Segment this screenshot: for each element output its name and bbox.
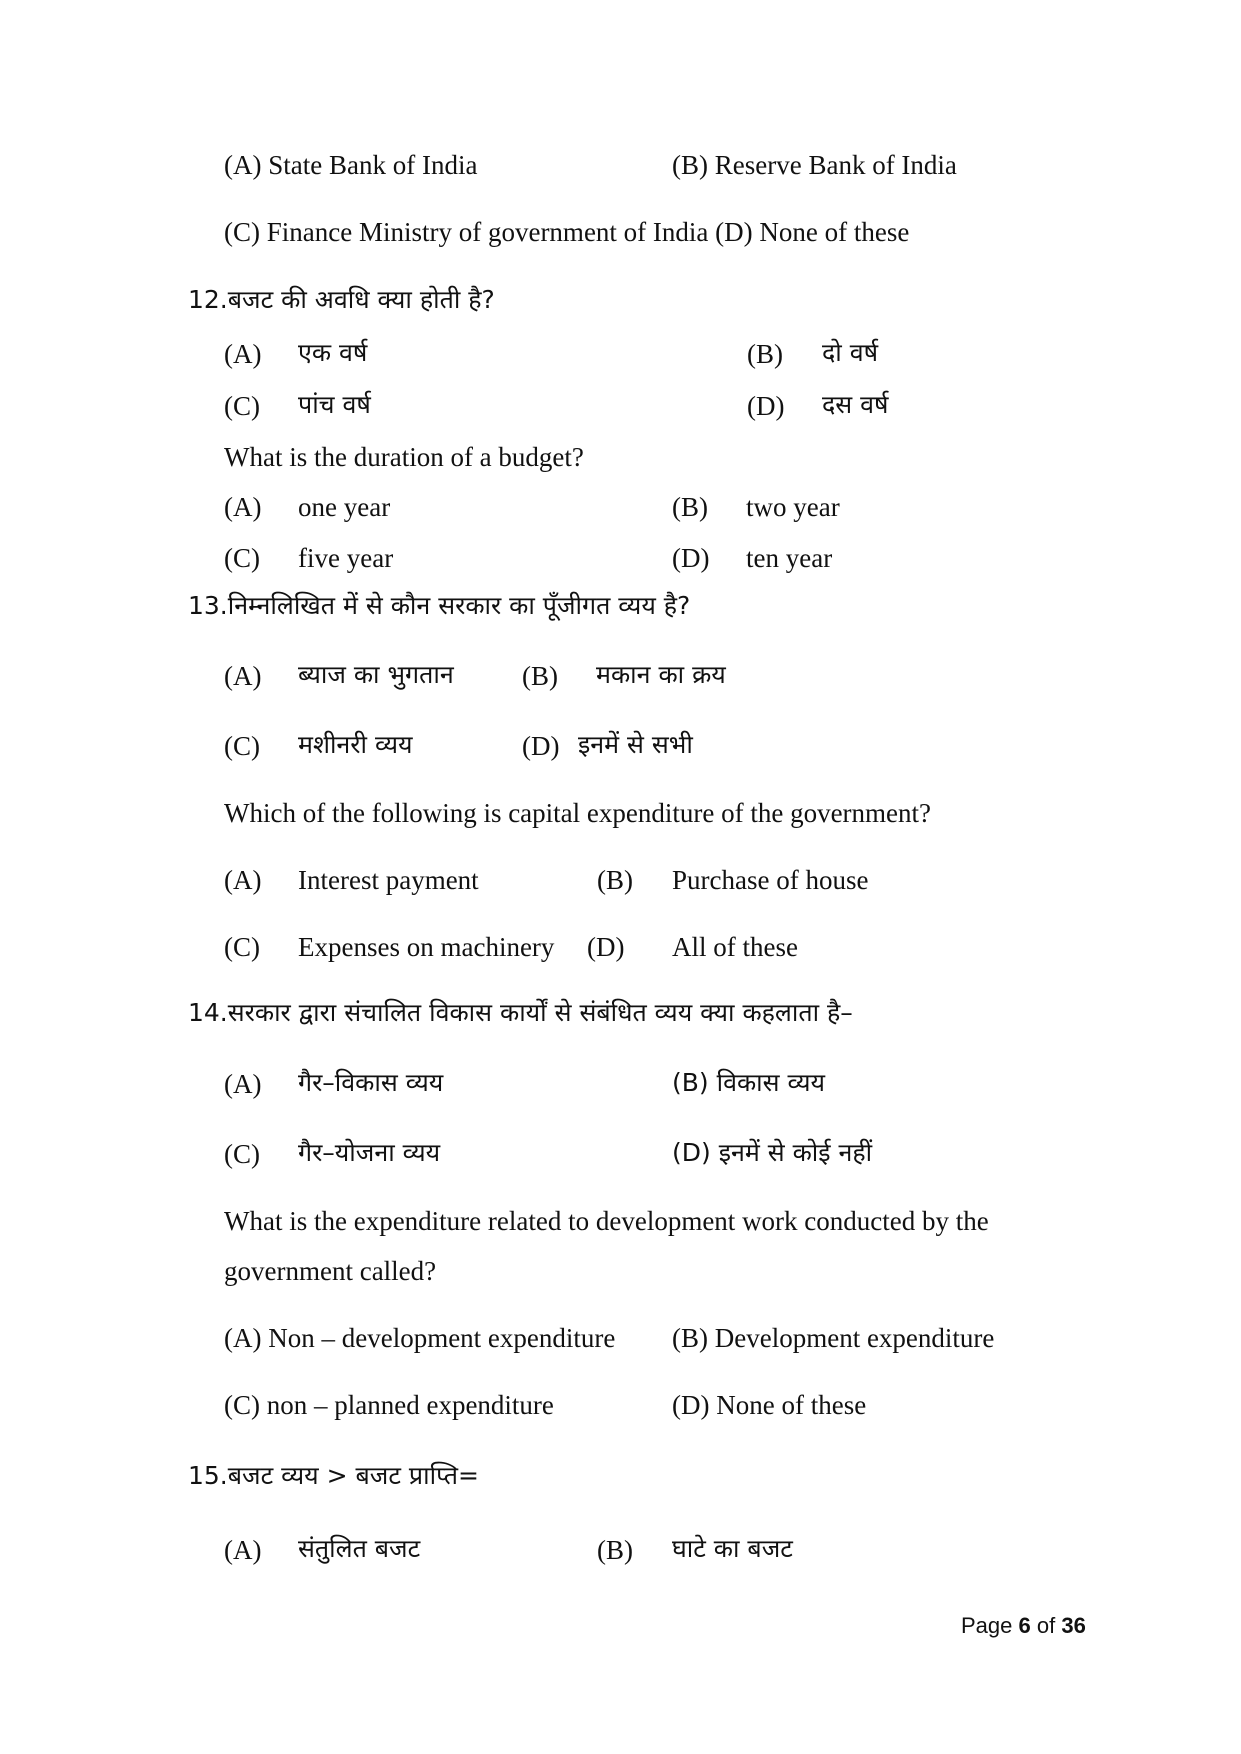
q12-en-option-c-label: (C)	[224, 543, 260, 573]
q14-en-option-b: (B) Development expenditure	[672, 1323, 995, 1353]
q13-hi-option-b-label: (B)	[522, 661, 558, 691]
q13-en-option-c: Expenses on machinery	[298, 932, 555, 962]
q14-question-hindi: 14.सरकार द्वारा संचालित विकास कार्यों से संबंधित व्यय क्या कहलाता है–	[188, 998, 853, 1027]
q14-hi-option-a: गैर–विकास व्यय	[298, 1068, 444, 1097]
q14-hi-option-a-label: (A)	[224, 1069, 262, 1099]
q13-hi-option-a-label: (A)	[224, 661, 262, 691]
q15-hi-option-a: संतुलित बजट	[298, 1534, 421, 1563]
q15-hi-option-b: घाटे का बजट	[672, 1534, 793, 1563]
q14-hi-option-c: गैर–योजना व्यय	[298, 1138, 441, 1167]
q12-hi-option-c-label: (C)	[224, 391, 260, 421]
q11-option-a: (A) State Bank of India	[224, 150, 478, 180]
q13-hi-option-c: मशीनरी व्यय	[298, 730, 413, 759]
q14-hi-option-b: (B) विकास व्यय	[672, 1068, 826, 1097]
q15-question-hindi: 15.बजट व्यय > बजट प्राप्ति=	[188, 1461, 479, 1490]
page-word: Page	[961, 1613, 1013, 1638]
q12-en-option-c: five year	[298, 543, 394, 573]
q12-hi-option-a-label: (A)	[224, 339, 262, 369]
q13-en-option-c-label: (C)	[224, 932, 260, 962]
q14-en-option-c: (C) non – planned expenditure	[224, 1390, 554, 1420]
q13-hi-option-c-label: (C)	[224, 731, 260, 761]
q11-option-b: (B) Reserve Bank of India	[672, 150, 957, 180]
q13-question-english: Which of the following is capital expenditure of the government?	[224, 798, 932, 828]
q13-en-option-d-label: (D)	[587, 932, 625, 962]
q13-en-option-b: Purchase of house	[672, 865, 869, 895]
q14-en-option-d: (D) None of these	[672, 1390, 867, 1420]
q12-en-option-a-label: (A)	[224, 492, 262, 522]
q12-question-hindi: 12.बजट की अवधि क्या होती है?	[188, 285, 495, 314]
q12-en-option-b-label: (B)	[672, 492, 708, 522]
q13-hi-option-b: मकान का क्रय	[596, 660, 726, 689]
q13-hi-option-d-label: (D)	[522, 731, 560, 761]
q12-hi-option-d: दस वर्ष	[822, 390, 889, 419]
q14-question-english-line1: What is the expenditure related to development work conducted by the	[224, 1206, 989, 1236]
q13-question-hindi: 13.निम्नलिखित में से कौन सरकार का पूँजीगत व्यय है?	[188, 591, 691, 620]
q14-question-english-line2: government called?	[224, 1256, 437, 1286]
q13-en-option-a-label: (A)	[224, 865, 262, 895]
q14-en-option-a: (A) Non – development expenditure	[224, 1323, 616, 1353]
q13-hi-option-d: इनमें से सभी	[578, 730, 693, 759]
q11-option-c-d: (C) Finance Ministry of government of India (D) None of these	[224, 217, 910, 247]
q14-hi-option-d: (D) इनमें से कोई नहीं	[672, 1138, 873, 1167]
page-footer	[961, 1615, 1086, 1637]
q12-hi-option-c: पांच वर्ष	[298, 390, 371, 419]
q13-en-option-d: All of these	[672, 932, 798, 962]
page-number: 6	[1018, 1613, 1031, 1638]
q14-hi-option-c-label: (C)	[224, 1139, 260, 1169]
q12-en-option-a: one year	[298, 492, 391, 522]
q12-hi-option-a: एक वर्ष	[298, 338, 368, 367]
q12-en-option-d-label: (D)	[672, 543, 710, 573]
q15-hi-option-a-label: (A)	[224, 1535, 262, 1565]
of-word: of	[1036, 1613, 1056, 1638]
q12-hi-option-b: दो वर्ष	[822, 338, 879, 367]
q13-en-option-b-label: (B)	[597, 865, 633, 895]
q12-question-english: What is the duration of a budget?	[224, 442, 584, 472]
q12-hi-option-b-label: (B)	[747, 339, 783, 369]
q13-hi-option-a: ब्याज का भुगतान	[298, 660, 454, 689]
page-total: 36	[1061, 1613, 1086, 1638]
q12-hi-option-d-label: (D)	[747, 391, 785, 421]
q15-hi-option-b-label: (B)	[597, 1535, 633, 1565]
q12-en-option-d: ten year	[746, 543, 833, 573]
q13-en-option-a: Interest payment	[298, 865, 479, 895]
q12-en-option-b: two year	[746, 492, 840, 522]
